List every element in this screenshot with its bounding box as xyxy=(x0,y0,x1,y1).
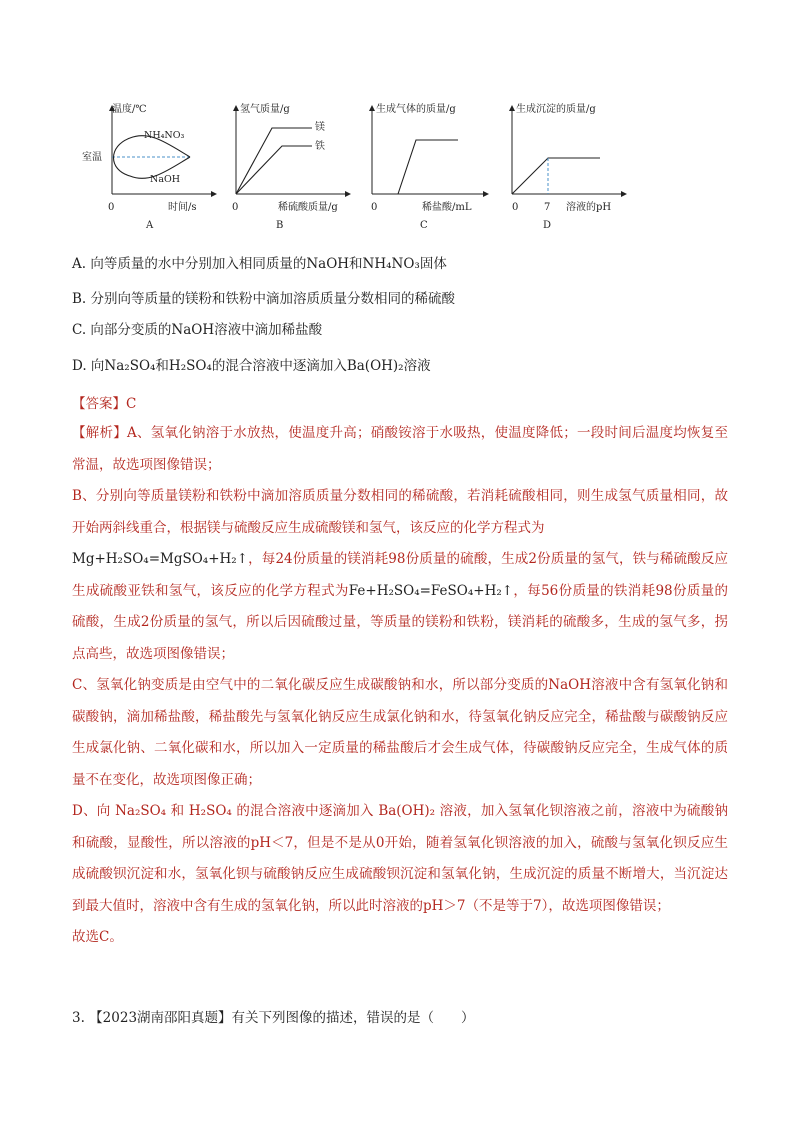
figure-c-xlabel: 稀盐酸/mL xyxy=(422,202,472,213)
analysis-b-text-2: ，每24份质量的镁消耗98份质量的硫酸，生成2份质量的氢气，铁与稀硫酸反应生成硫酸亚铁和氢气，该反应的化学方程式为 xyxy=(72,551,728,599)
figure-c-ylabel: 生成气体的质量/g xyxy=(376,104,456,115)
analysis xyxy=(72,418,728,954)
option-b: B. 分别向等质量的镁粉和铁粉中滴加溶质质量分数相同的稀硫酸 xyxy=(72,291,456,307)
figure-b-series-mg: 镁 xyxy=(315,122,325,133)
figure-d-xlabel: 溶液的pH xyxy=(566,202,612,213)
figure-a-origin: 0 xyxy=(108,202,115,213)
answer: 【答案】C xyxy=(72,396,137,412)
figure-b-ylabel: 氢气质量/g xyxy=(240,104,290,115)
analysis-b-text-1: B、分别向等质量镁粉和铁粉中滴加溶质质量分数相同的稀硫酸，若消耗硫酸相同，则生成氢气质量相同，故开始两斜线重合，根据镁与硫酸反应生成硫酸镁和氢气，该反应的化学方程式为 xyxy=(72,488,728,536)
figure-a-caption: A xyxy=(146,220,154,231)
figure-b-line-mg xyxy=(236,128,312,194)
analysis-c: C、氢氧化钠变质是由空气中的二氧化碳反应生成碳酸钠和水，所以部分变质的NaOH溶液中含有氢氧化钠和碳酸钠，滴加稀盐酸，稀盐酸先与氢氧化钠反应生成氯化钠和水，待氢氧化钠反应完全，稀盐酸与碳酸钠反应生成氯化钠、二氧化碳和水，所以加入一定质量的稀盐酸后才会生成气体，待碳酸钠反应完全，生成气体的质量不在变化，故选项图像正确； xyxy=(72,677,728,788)
analysis-conclusion: 故选C。 xyxy=(72,929,123,945)
equation-fe: Fe+H₂SO₄=FeSO₄+H₂↑ xyxy=(348,582,514,599)
figure-a-ylabel: 温度/℃ xyxy=(112,104,147,115)
figure-a xyxy=(82,102,216,231)
figure-d-origin: 0 xyxy=(512,202,519,213)
figure-b-caption: B xyxy=(276,220,284,231)
figure-d-caption: D xyxy=(543,220,552,231)
option-d: D. 向Na₂SO₄和H₂SO₄的混合溶液中逐滴加入Ba(OH)₂溶液 xyxy=(72,358,431,374)
option-c: C. 向部分变质的NaOH溶液中滴加稀盐酸 xyxy=(72,322,323,338)
figure-b xyxy=(232,102,350,231)
figure-a-xlabel: 时间/s xyxy=(168,202,197,213)
analysis-b xyxy=(72,481,728,670)
next-question: 3. 【2023湖南邵阳真题】有关下列图像的描述，错误的是（ ） xyxy=(72,1010,475,1026)
figure-a-ref-label: 室温 xyxy=(82,152,102,163)
analysis-b-text-3: ，每56份质量的铁消耗98份质量的硫酸，生成2份质量的氢气，所以后因硫酸过量，等质量的镁粉和铁粉，镁消耗的硫酸多，生成的氢气多，拐点高些，故选项图像错误； xyxy=(72,582,729,662)
figure-a-bottom-label: NaOH xyxy=(150,174,181,185)
analysis-d: D、向 Na₂SO₄ 和 H₂SO₄ 的混合溶液中逐滴加入 Ba(OH)₂ 溶液，加入氢氧化钡溶液之前，溶液中为硫酸钠和硫酸，显酸性，所以溶液的pH＜7，但是不是从0开始，随着氢氧化钡溶液的加入，硫酸与氢氧化钡反应生成硫酸钡沉淀和水，氢氧化钡与硫酸钠反应生成硫酸钡沉淀和氢氧化钠，生成沉淀的质量不断增大，当沉淀达到最大值时，溶液中含有生成的氢氧化钠，所以此时溶液的pH＞7（不是等于7），故选项图像错误； xyxy=(72,803,728,914)
figure-c-caption: C xyxy=(420,220,428,231)
figure-a-top-label: NH₄NO₃ xyxy=(144,130,185,141)
figure-d-line xyxy=(512,158,600,194)
figure-c xyxy=(371,102,488,231)
figure-d-ylabel: 生成沉淀的质量/g xyxy=(516,104,596,115)
figure-c-origin: 0 xyxy=(371,202,378,213)
figure-b-origin: 0 xyxy=(232,202,239,213)
equation-mg: Mg+H₂SO₄=MgSO₄+H₂↑ xyxy=(72,551,249,567)
option-a: A. 向等质量的水中分别加入相同质量的NaOH和NH₄NO₃固体 xyxy=(72,256,447,272)
figure-c-line xyxy=(372,140,458,194)
figure-b-series-fe: 铁 xyxy=(315,141,325,152)
figure-d-tick: 7 xyxy=(544,202,551,213)
figure-b-xlabel: 稀硫酸质量/g xyxy=(278,202,338,213)
figure-d xyxy=(512,102,626,231)
analysis-a: 【解析】A、氢氧化钠溶于水放热，使温度升高；硝酸铵溶于水吸热，使温度降低；一段时间后温度均恢复至常温，故选项图像错误； xyxy=(72,425,728,473)
figure-b-line-fe xyxy=(236,146,312,194)
figures-row xyxy=(78,98,638,238)
